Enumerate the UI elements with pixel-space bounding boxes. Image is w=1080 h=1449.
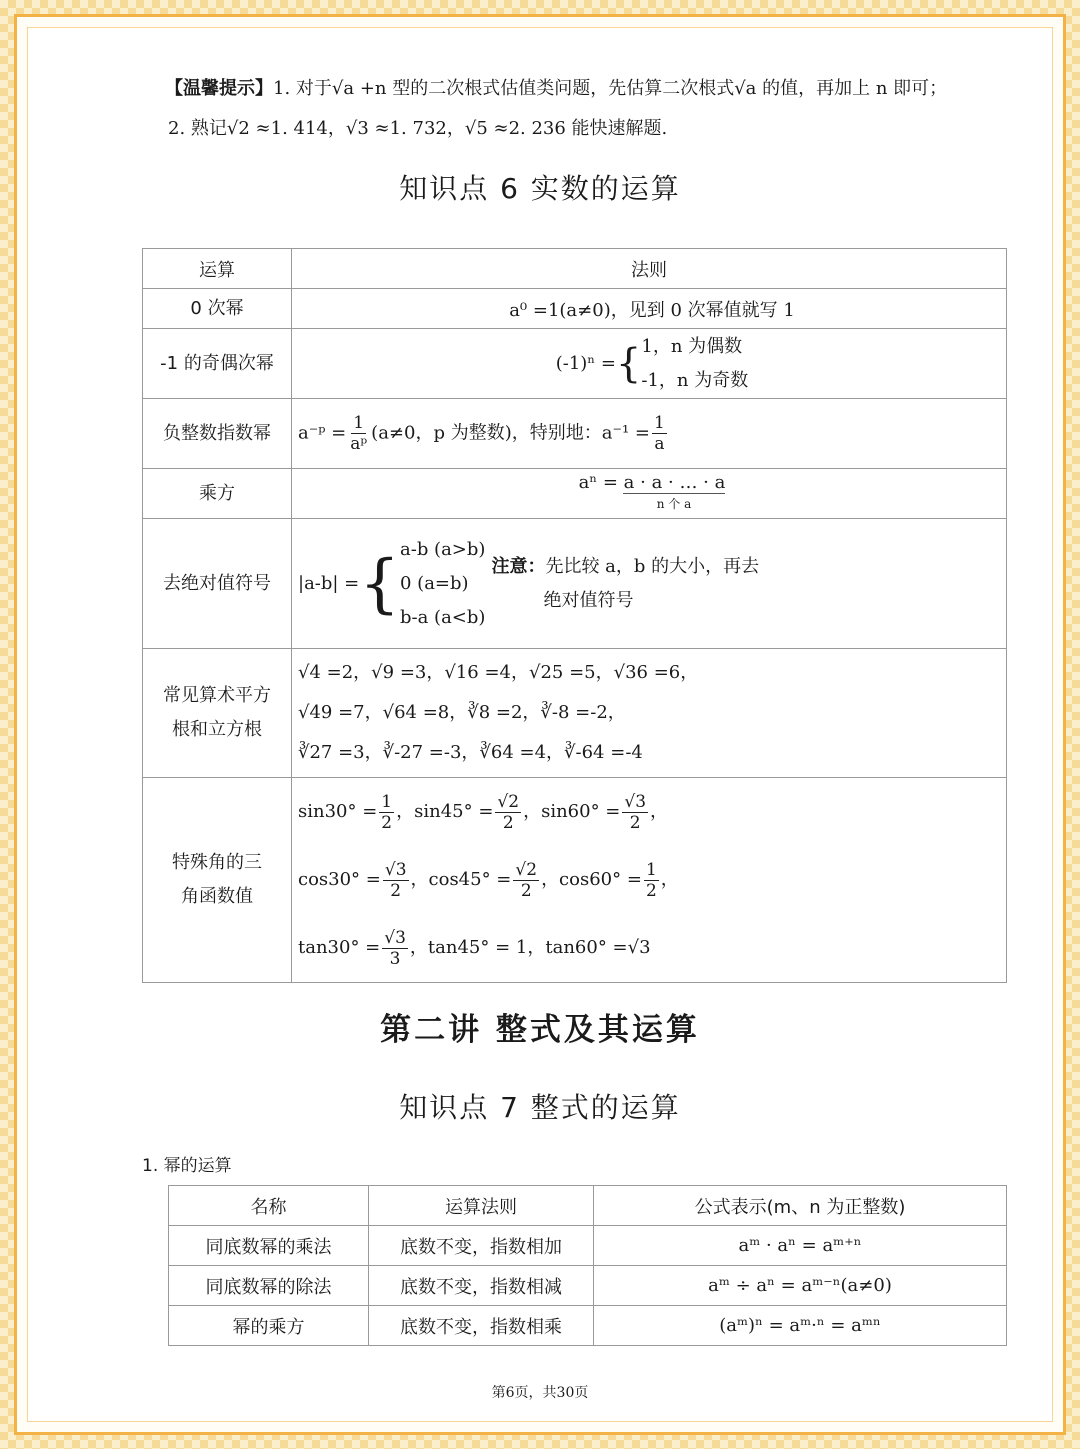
neg-one-case-odd: -1，n 为奇数 xyxy=(641,369,749,391)
op-zero-power: 0 次幂 xyxy=(143,289,292,329)
sin30-label: sin30° = xyxy=(298,801,378,822)
rule-trig xyxy=(292,778,1007,983)
neg-int-mid: (a≠0，p 为整数)，特别地：a⁻¹ = xyxy=(371,422,650,444)
neg-int-lhs: a⁻ᵖ = xyxy=(298,422,347,444)
header-formula: 公式表示(m、n 为正整数) xyxy=(594,1186,1007,1226)
header-name: 名称 xyxy=(169,1186,369,1226)
tip-line-2: 2. 熟记√2 ≈1. 414，√3 ≈1. 732，√5 ≈2. 236 能快速解题. xyxy=(168,118,668,139)
header-rule: 法则 xyxy=(292,249,1007,289)
rule-zero-power: a⁰ =1(a≠0)，见到 0 次幂值就写 1 xyxy=(292,289,1007,329)
tip-text-1: 1. 对于√a +n 型的二次根式估值类问题，先估算二次根式√a 的值，再加上 n 即可； xyxy=(273,78,948,99)
rule-neg-int xyxy=(292,399,1007,469)
table-row xyxy=(143,519,1007,649)
abs-case-2: 0 (a=b) xyxy=(400,572,469,594)
page-footer: 第6页，共30页 xyxy=(491,1385,589,1401)
neg-int-num2: 1 xyxy=(653,413,665,433)
op-neg-one: -1 的奇偶次幂 xyxy=(143,329,292,399)
sin60-label: ，sin60° = xyxy=(523,801,621,822)
op-trig-line-2: 角函数值 xyxy=(181,886,253,907)
abs-note-2: 绝对值符号 xyxy=(543,589,634,611)
power-underbrace: n 个 a xyxy=(623,493,726,514)
neg-one-lhs: (-1)ⁿ = xyxy=(555,352,616,374)
tip-line-1 xyxy=(165,76,947,102)
table-row xyxy=(169,1226,1007,1266)
cos30-label: cos30° = xyxy=(298,869,381,890)
section-7-title: 知识点 7 整式的运算 xyxy=(399,1091,681,1124)
real-number-operations-table xyxy=(142,248,1007,983)
table-row xyxy=(169,1266,1007,1306)
power-formula: aⁿ = a · a · … · a xyxy=(578,472,726,493)
row-rule: 底数不变，指数相减 xyxy=(369,1266,594,1306)
rule-power xyxy=(292,469,1007,519)
comma: ， xyxy=(650,801,669,822)
neg-int-num: 1 xyxy=(353,413,365,433)
row-formula: aᵐ · aⁿ = aᵐ⁺ⁿ xyxy=(594,1226,1007,1266)
roots-line-2: √49 =7，√64 =8，∛8 =2，∛-8 =-2， xyxy=(298,702,626,723)
table-row xyxy=(143,329,1007,399)
trig-sin-line xyxy=(298,778,1006,846)
frac-den: 2 xyxy=(629,812,641,833)
frac-num: 1 xyxy=(381,791,393,812)
op-trig xyxy=(143,778,292,983)
table-row xyxy=(143,778,1007,983)
brace-icon: { xyxy=(615,340,642,387)
frac-den: 2 xyxy=(381,812,393,833)
rule-neg-one xyxy=(292,329,1007,399)
subheading-power-ops: 1. 幂的运算 xyxy=(142,1156,232,1176)
comma: ， xyxy=(660,869,679,890)
op-roots-line-2: 根和立方根 xyxy=(172,719,262,740)
rule-roots xyxy=(292,649,1007,778)
frac-num: √2 xyxy=(497,791,520,812)
table-row xyxy=(143,289,1007,329)
row-rule: 底数不变，指数相加 xyxy=(369,1226,594,1266)
brace-icon: { xyxy=(359,546,400,621)
row-name: 同底数幂的乘法 xyxy=(169,1226,369,1266)
op-neg-int: 负整数指数幂 xyxy=(143,399,292,469)
row-rule: 底数不变，指数相乘 xyxy=(369,1306,594,1346)
frac-num: √3 xyxy=(384,859,407,880)
row-formula: (aᵐ)ⁿ = aᵐ·ⁿ = aᵐⁿ xyxy=(594,1306,1007,1346)
trig-tan-line xyxy=(298,914,1006,982)
frac-den: 2 xyxy=(645,880,657,901)
cos60-label: ，cos60° = xyxy=(541,869,642,890)
sin45-label: ，sin45° = xyxy=(396,801,494,822)
row-name: 幂的乘方 xyxy=(169,1306,369,1346)
table-header-row xyxy=(169,1186,1007,1226)
tan45-label: ，tan45° = 1，tan60° = xyxy=(409,937,628,958)
row-name: 同底数幂的除法 xyxy=(169,1266,369,1306)
table-header-row xyxy=(143,249,1007,289)
frac-den: 2 xyxy=(520,880,532,901)
tan60-value: √3 xyxy=(627,937,651,958)
neg-int-den: aᵖ xyxy=(350,434,368,454)
tip-label: 【温馨提示】 xyxy=(165,78,273,99)
neg-int-den2: a xyxy=(654,434,665,454)
op-roots-line-1: 常见算术平方 xyxy=(163,685,271,706)
rule-abs xyxy=(292,519,1007,649)
row-formula: aᵐ ÷ aⁿ = aᵐ⁻ⁿ(a≠0) xyxy=(594,1266,1007,1306)
abs-case-1: a-b (a>b) xyxy=(400,538,486,560)
frac-num: 1 xyxy=(645,859,657,880)
frac-den: 2 xyxy=(502,812,514,833)
cos45-label: ，cos45° = xyxy=(410,869,512,890)
table-row xyxy=(143,649,1007,778)
power-operations-table xyxy=(168,1185,1007,1346)
frac-num: √3 xyxy=(624,791,647,812)
abs-note-label: 注意： xyxy=(491,555,546,577)
frac-num: √3 xyxy=(384,927,406,948)
op-power: 乘方 xyxy=(143,469,292,519)
table-row xyxy=(143,469,1007,519)
roots-line-3: ∛27 =3，∛-27 =-3，∛64 =4，∛-64 =-4 xyxy=(298,742,643,763)
tan30-label: tan30° = xyxy=(298,937,381,958)
frac-num: √2 xyxy=(515,859,538,880)
table-row xyxy=(169,1306,1007,1346)
abs-note-1: 先比较 a，b 的大小，再去 xyxy=(545,555,760,577)
table-row xyxy=(143,399,1007,469)
header-rule: 运算法则 xyxy=(369,1186,594,1226)
abs-lhs: |a-b| = xyxy=(298,572,360,594)
trig-cos-line xyxy=(298,846,1006,914)
neg-one-case-even: 1，n 为偶数 xyxy=(641,335,743,357)
op-trig-line-1: 特殊角的三 xyxy=(172,852,262,873)
op-roots xyxy=(143,649,292,778)
lecture-2-title: 第二讲 整式及其运算 xyxy=(380,1012,700,1048)
op-abs: 去绝对值符号 xyxy=(143,519,292,649)
abs-case-3: b-a (a<b) xyxy=(400,606,486,628)
section-6-title: 知识点 6 实数的运算 xyxy=(399,172,681,205)
frac-den: 3 xyxy=(389,948,401,969)
frac-den: 2 xyxy=(390,880,402,901)
roots-line-1: √4 =2，√9 =3，√16 =4，√25 =5，√36 =6， xyxy=(298,662,699,683)
header-op: 运算 xyxy=(143,249,292,289)
